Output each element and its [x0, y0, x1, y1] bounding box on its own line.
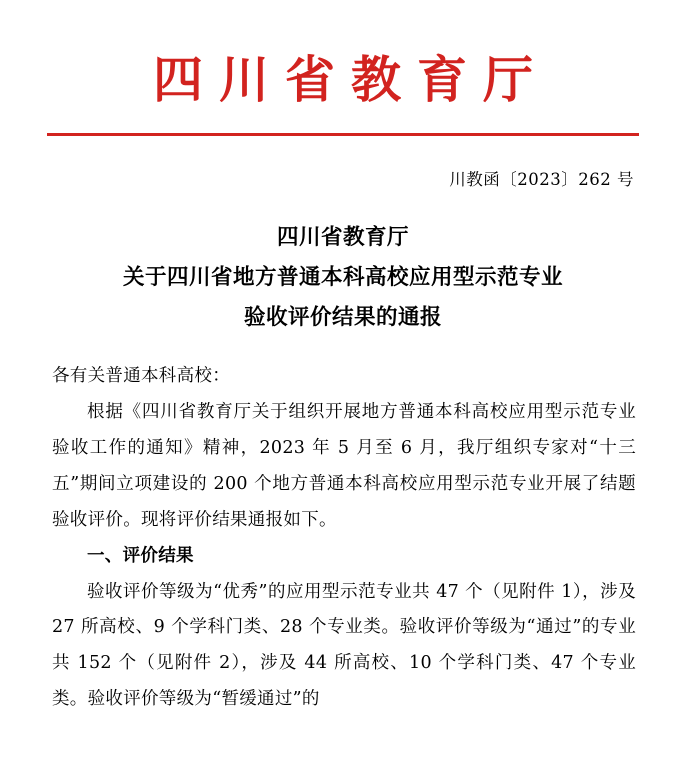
- body-paragraph-1: 根据《四川省教育厅关于组织开展地方普通本科高校应用型示范专业验收工作的通知》精神，2023 年 5 月至 6 月，我厅组织专家对“十三五”期间立项建设的 200 个地方普通本科高校应用型示范专业开展了结题验收评价。现将评价结果通报如下。: [52, 402, 636, 530]
- document-number: 川教函〔2023〕262 号: [449, 170, 634, 189]
- body-paragraph-2: 验收评价等级为“优秀”的应用型示范专业共 47 个（见附件 1），涉及 27 所高校、9 个学科门类、28 个专业类。验收评价等级为“通过”的专业共 152 个（见附件 2），涉及 44 所高校、10 个学科门类、47 个专业类。验收评价等级为“暂缓通过”的: [52, 581, 636, 710]
- document-body: [0, 359, 686, 718]
- document-title-line-3: 验收评价结果的通报: [243, 304, 442, 330]
- document-title-line-2: 关于四川省地方普通本科高校应用型示范专业: [122, 264, 563, 290]
- section-heading-1: 一、评价结果: [87, 545, 194, 566]
- masthead-divider: [47, 133, 639, 136]
- salutation: 各有关普通本科高校：: [52, 366, 230, 387]
- issuing-authority-title: 四川省教育厅: [153, 50, 549, 109]
- masthead: [0, 0, 686, 136]
- document-title: [0, 218, 686, 337]
- document-title-line-1: 四川省教育厅: [276, 225, 409, 250]
